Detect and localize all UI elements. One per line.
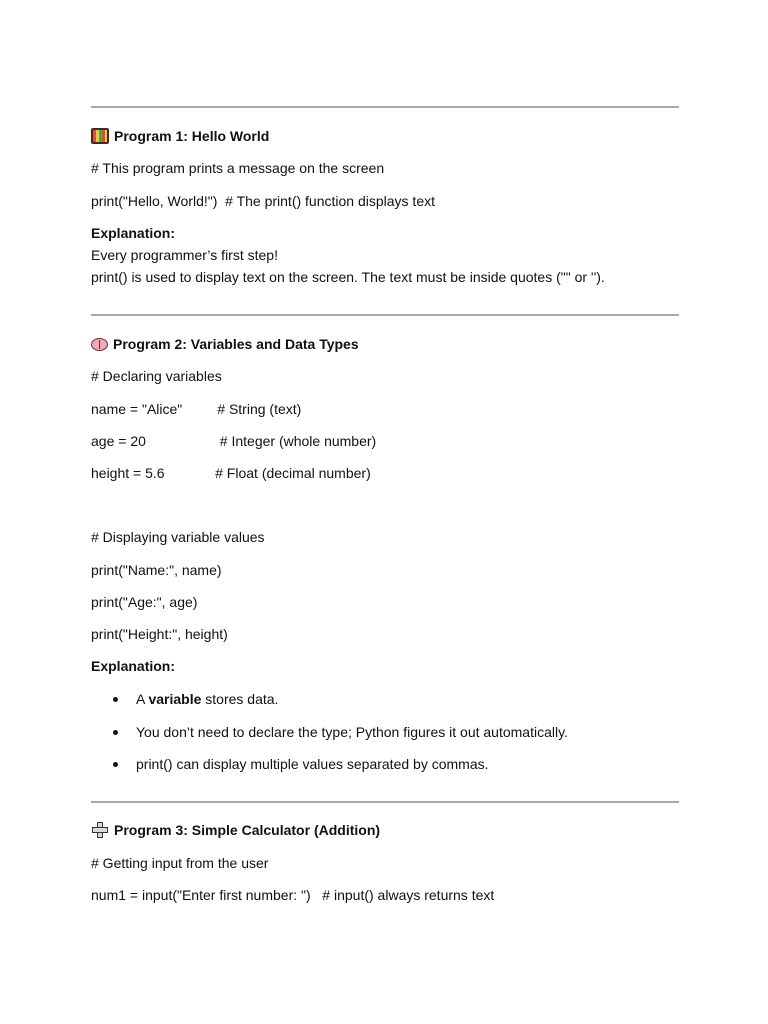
section-divider <box>91 801 679 803</box>
section-divider <box>91 106 679 108</box>
program-2-title: Program 2: Variables and Data Types <box>113 336 359 352</box>
program-2-code-line: age = 20 # Integer (whole number) <box>91 433 377 449</box>
program-2-code-line: print("Name:", name) <box>91 562 222 578</box>
program-2-code-line: height = 5.6 # Float (decimal number) <box>91 465 371 481</box>
program-1-comment: # This program prints a message on the screen <box>91 160 385 176</box>
bullet-text-suffix: stores data. <box>201 691 279 707</box>
clapperboard-icon <box>91 128 109 144</box>
program-2-code-line: # Declaring variables <box>91 368 222 384</box>
bullet-dot <box>113 697 118 702</box>
program-2-explanation-label: Explanation: <box>91 658 176 674</box>
document-page <box>91 0 679 1024</box>
bullet-dot <box>113 762 118 767</box>
section-divider <box>91 314 679 316</box>
program-2-code-line: print("Age:", age) <box>91 594 198 610</box>
program-3-title: Program 3: Simple Calculator (Addition) <box>114 822 381 838</box>
brain-icon <box>91 338 108 351</box>
bullet-text: print() can display multiple values separated by commas. <box>136 756 489 772</box>
program-1-title: Program 1: Hello World <box>114 128 270 144</box>
program-3-code-line: # Getting input from the user <box>91 855 269 871</box>
program-2-heading <box>91 334 359 354</box>
program-3-heading <box>91 820 380 840</box>
program-2-code-line: name = "Alice" # String (text) <box>91 401 302 417</box>
program-1-explanation-line: print() is used to display text on the screen. The text must be inside quotes ("" or ''). <box>91 269 605 285</box>
bullet-text: You don’t need to declare the type; Python figures it out automatically. <box>136 724 568 740</box>
program-1-explanation-line: Every programmer’s first step! <box>91 247 278 263</box>
program-2-code-line: # Displaying variable values <box>91 529 265 545</box>
bullet-dot <box>113 730 118 735</box>
bullet-text-bold: variable <box>148 691 202 707</box>
bullet-text <box>136 689 278 709</box>
program-2-code-line: print("Height:", height) <box>91 626 228 642</box>
program-3-code-line: num1 = input("Enter first number: ") # input() always returns text <box>91 887 495 903</box>
program-1-heading <box>91 126 269 146</box>
plus-icon <box>91 822 109 838</box>
bullet-text-prefix: A <box>136 691 149 707</box>
program-1-code: print("Hello, World!") # The print() function displays text <box>91 193 435 209</box>
program-1-explanation-label: Explanation: <box>91 225 176 241</box>
